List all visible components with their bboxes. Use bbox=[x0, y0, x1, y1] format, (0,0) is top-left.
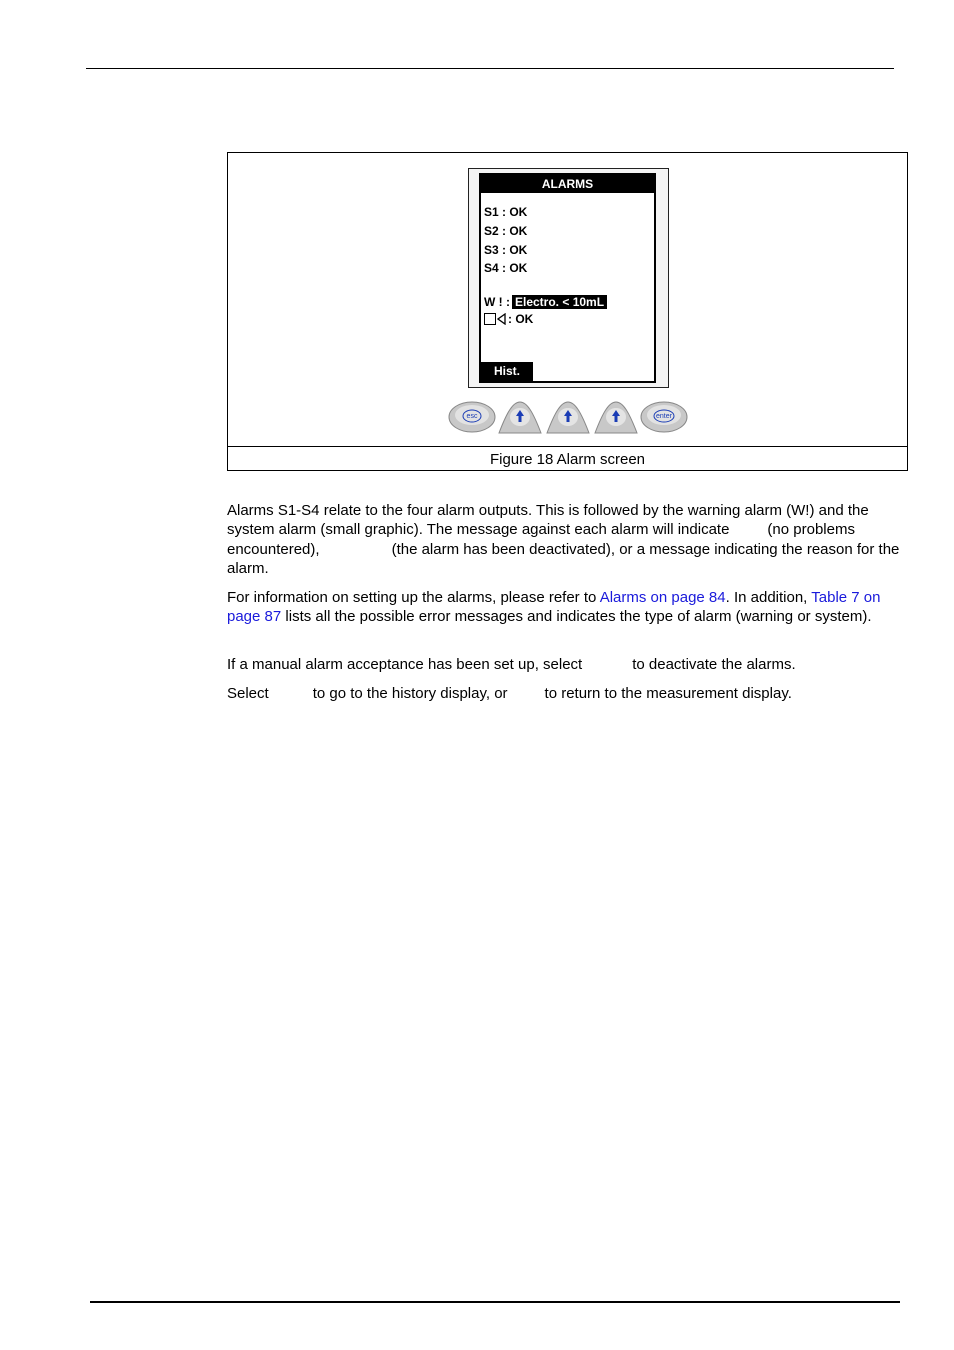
p3-text-b: to deactivate the alarms. bbox=[632, 656, 796, 673]
alarm-s2-status: S2 : OK bbox=[484, 224, 528, 238]
system-alarm-row bbox=[484, 312, 533, 326]
up-arrow-icon bbox=[593, 400, 639, 436]
esc-key[interactable] bbox=[448, 400, 496, 434]
alarms-page-84-link[interactable]: Alarms on page 84 bbox=[599, 589, 726, 606]
table-7-page-87-link[interactable]: Table 7 on page 87 bbox=[227, 589, 881, 626]
paragraph-alarm-overview bbox=[227, 501, 907, 578]
system-alarm-speaker-icon bbox=[497, 313, 506, 325]
footer-rule bbox=[90, 1301, 900, 1303]
alarm-s4-status: S4 : OK bbox=[484, 261, 528, 275]
paragraph-alarm-setup bbox=[227, 588, 907, 627]
arrow-key-middle[interactable] bbox=[545, 400, 591, 436]
p2-text-c: lists all the possible error messages and indicates the type of alarm (warning or system). bbox=[285, 608, 872, 626]
p4-text-c: to return to the measurement display. bbox=[544, 685, 792, 702]
p2-text-b: . In addition, bbox=[725, 589, 808, 606]
screen-title: ALARMS bbox=[481, 175, 654, 193]
up-arrow-icon bbox=[497, 400, 543, 436]
p1-text-a: Alarms S1-S4 relate to the four alarm outputs. This is followed by the warning alarm (W!) and the system alarm (small graphic). The message against each alarm will indicate bbox=[227, 502, 869, 539]
hist-softkey[interactable]: Hist. bbox=[481, 362, 533, 381]
p2-text-a: For information on setting up the alarms, please refer to bbox=[227, 589, 597, 606]
enter-key[interactable] bbox=[640, 400, 688, 434]
system-alarm-status: : OK bbox=[508, 312, 534, 326]
device-screen-bezel bbox=[468, 168, 669, 388]
device-screen bbox=[479, 173, 656, 383]
paragraph-manual-acceptance bbox=[227, 655, 907, 674]
keypad bbox=[448, 400, 688, 436]
figure-frame bbox=[227, 152, 908, 471]
system-alarm-box-icon bbox=[484, 313, 496, 325]
arrow-key-right[interactable] bbox=[593, 400, 639, 436]
p4-text-b: to go to the history display, or bbox=[312, 685, 508, 702]
warning-alarm-label: W ! : bbox=[484, 295, 510, 309]
figure-caption-row bbox=[228, 446, 907, 470]
warning-alarm-value: Electro. < 10mL bbox=[512, 295, 607, 309]
p1-text-c: (the alarm has been deactivated), or a message indicating the reason for the alarm. bbox=[227, 540, 900, 577]
alarm-s3-status: S3 : OK bbox=[484, 243, 528, 257]
p1-text-b: (no problems encountered), bbox=[227, 521, 855, 558]
p3-text-a: If a manual alarm acceptance has been set up, select bbox=[227, 656, 583, 673]
header-rule bbox=[86, 68, 894, 69]
arrow-key-left[interactable] bbox=[497, 400, 543, 436]
alarm-s1-status: S1 : OK bbox=[484, 205, 528, 219]
esc-key-label: esc bbox=[466, 413, 478, 420]
up-arrow-icon bbox=[545, 400, 591, 436]
figure-caption: Figure 18 Alarm screen bbox=[489, 451, 646, 468]
paragraph-history-navigation bbox=[227, 684, 907, 703]
p4-text-a: Select bbox=[227, 685, 269, 702]
enter-key-label: enter bbox=[656, 413, 672, 420]
